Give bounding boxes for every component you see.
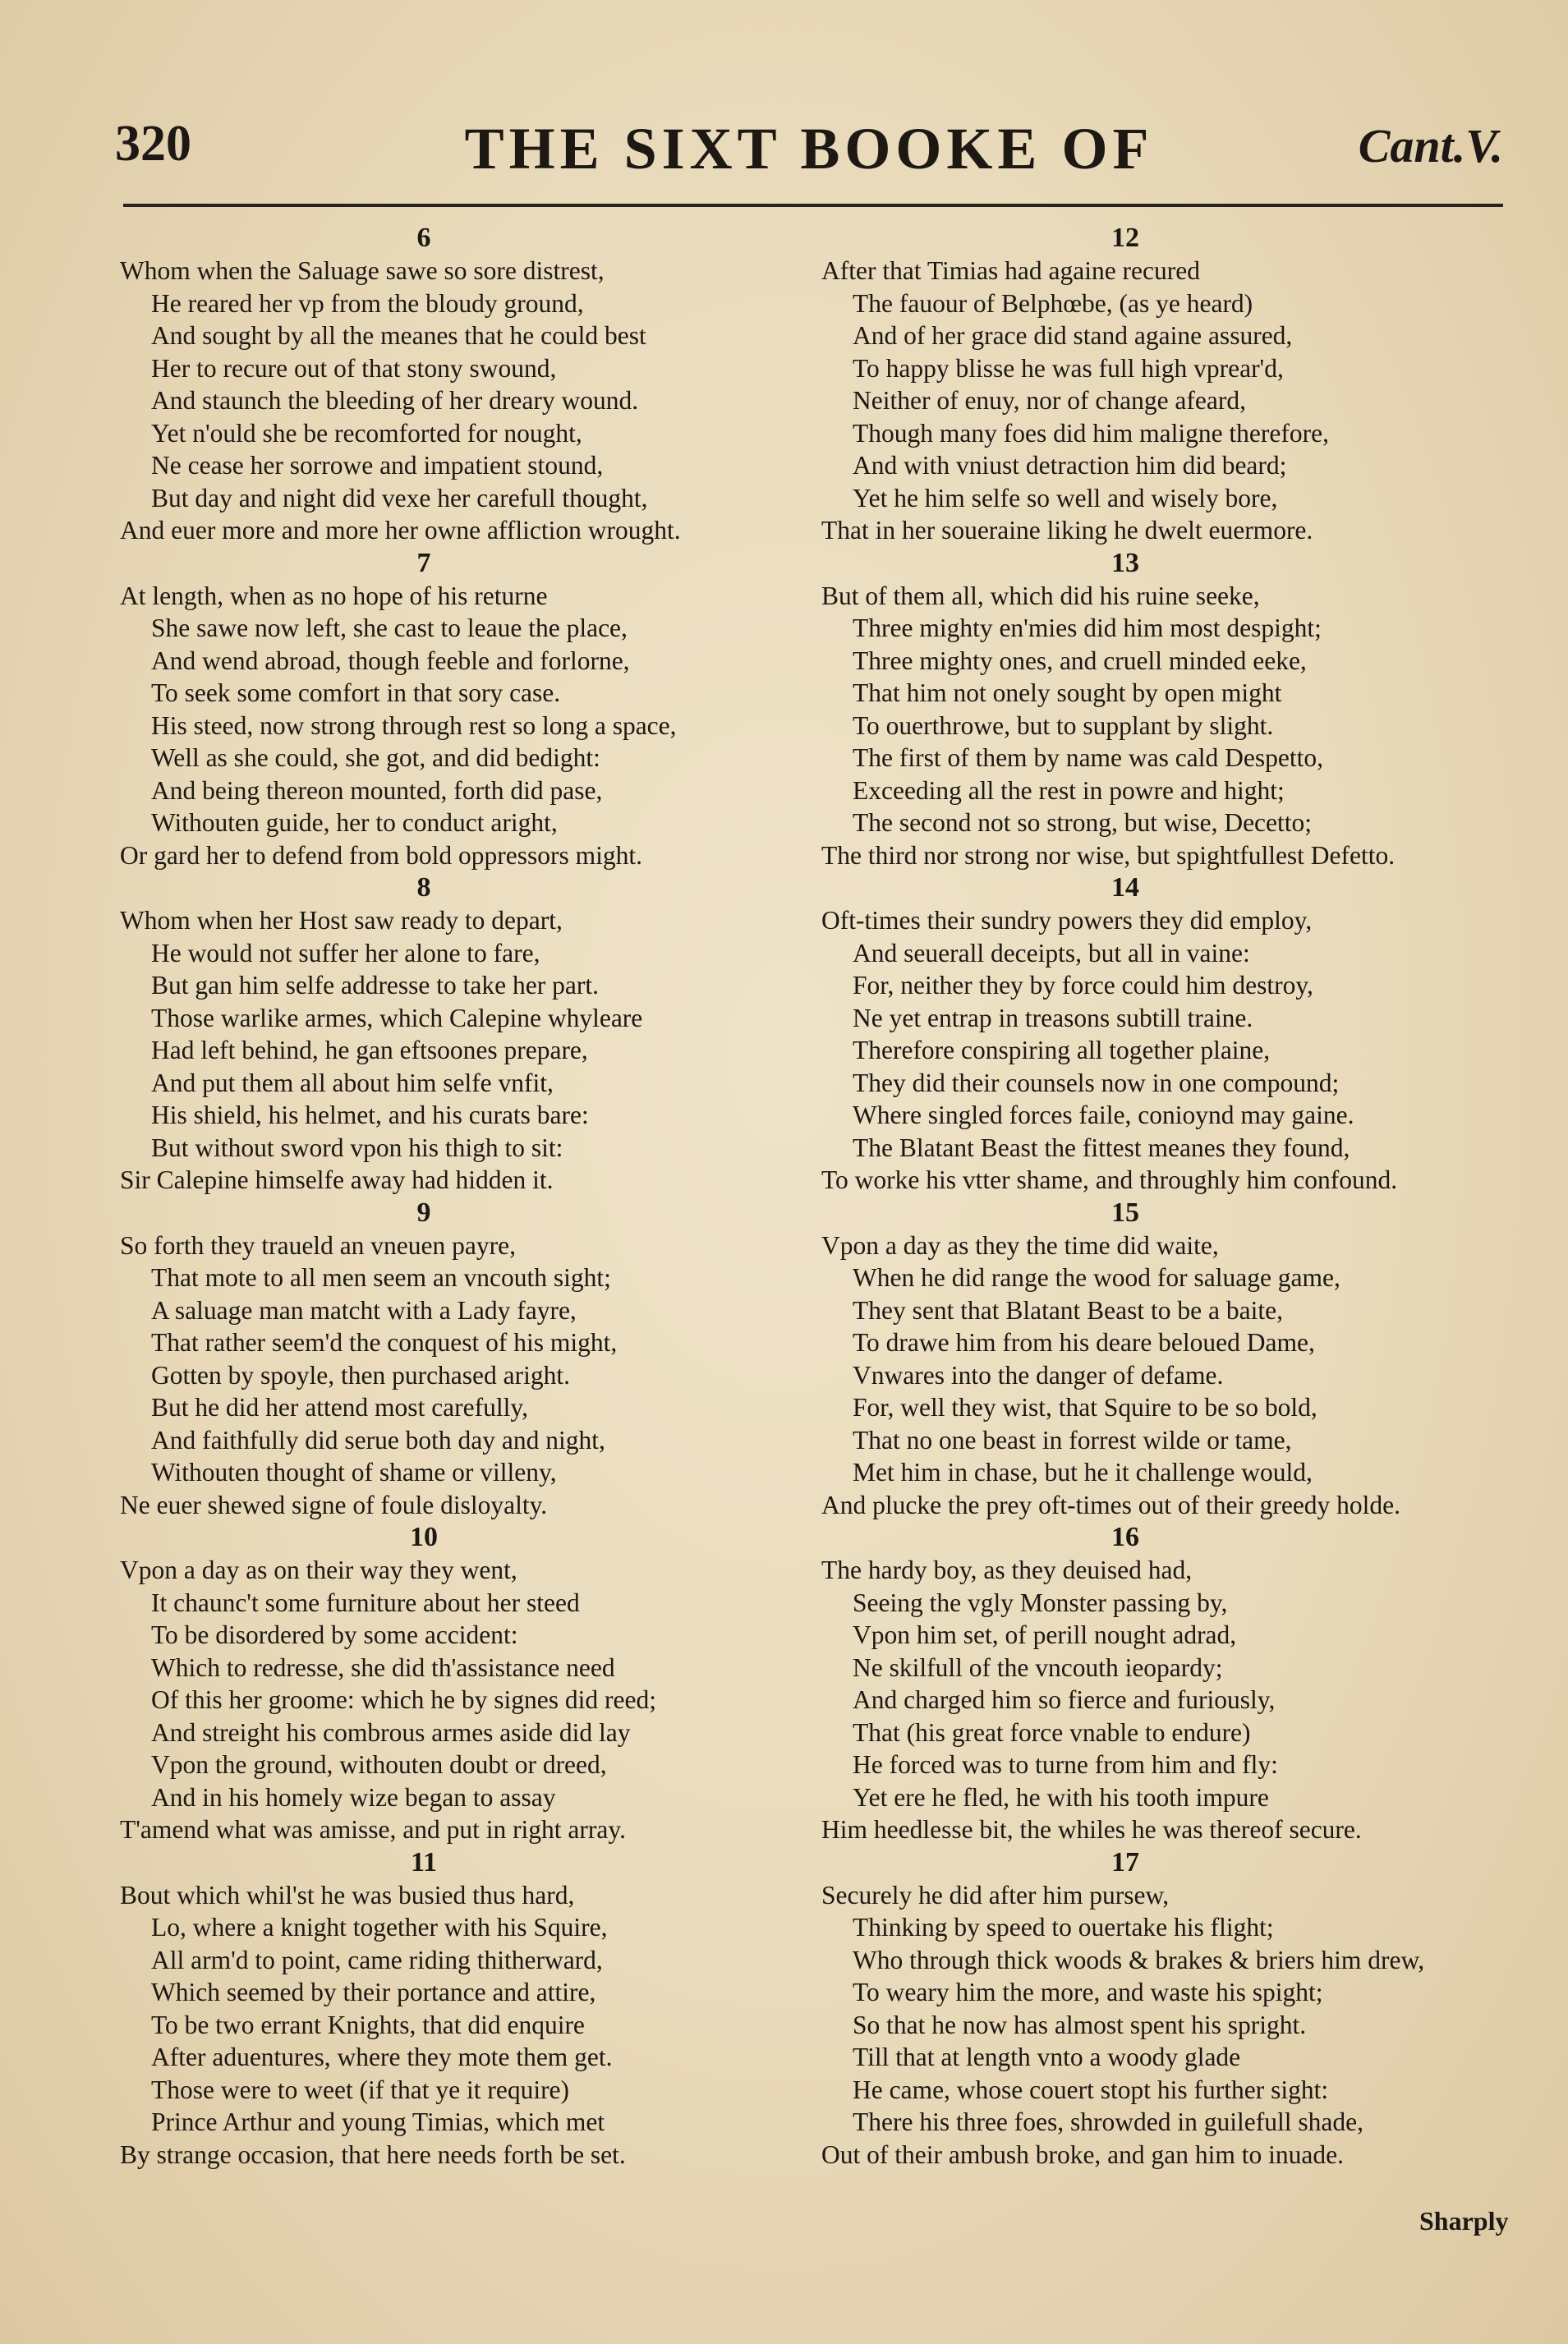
verse-line: Which seemed by their portance and attire,: [151, 1978, 596, 2006]
verse-line: Ne yet entrap in treasons subtill traine.: [853, 1003, 1253, 1032]
stanza: [120, 1521, 793, 1846]
verse-line: It chaunc't some furniture about her steed: [151, 1588, 580, 1617]
verse-line: That (his great force vnable to endure): [853, 1717, 1251, 1747]
verse-line: To ouerthrowe, but to supplant by slight.: [853, 710, 1274, 740]
verse-line: That him not onely sought by open might: [853, 678, 1282, 707]
stanza: [120, 222, 793, 547]
stanza-number: 12: [1111, 223, 1139, 253]
verse-line: For, neither they by force could him destroy,: [853, 971, 1313, 1000]
verse-line: Him heedlesse bit, the whiles he was thereof secure.: [821, 1815, 1362, 1844]
verse-line: And with vniust detraction him did beard;: [853, 451, 1287, 480]
stanza: [821, 1521, 1495, 1846]
verse-line: Had left behind, he gan eftsoones prepare,: [151, 1036, 588, 1064]
verse-line: And in his homely wize began to assay: [151, 1782, 556, 1812]
verse-line: Met him in chase, but he it challenge would,: [853, 1458, 1313, 1487]
verse-line: And staunch the bleeding of her dreary wound.: [151, 386, 639, 415]
verse-line: For, well they wist, that Squire to be so bold,: [853, 1393, 1317, 1422]
verse-line: But without sword vpon his thigh to sit:: [151, 1133, 563, 1162]
verse-line: Seeing the vgly Monster passing by,: [853, 1588, 1228, 1617]
running-title: THE SIXT BOOKE OF: [464, 116, 1154, 182]
verse-line: And charged him so fierce and furiously,: [853, 1685, 1276, 1714]
verse-line: The third nor strong nor wise, but spightfullest Defetto.: [821, 840, 1396, 870]
canto-label: Cant.V.: [1358, 119, 1503, 172]
verse-line: The hardy boy, as they deuised had,: [821, 1556, 1193, 1584]
page-number: 320: [115, 116, 191, 172]
verse-line: All arm'd to point, came riding thitherward,: [151, 1945, 603, 1974]
verse-line: Therefore conspiring all together plaine,: [853, 1036, 1271, 1064]
stanza-number: 16: [1111, 1522, 1139, 1552]
stanza-number: 8: [416, 872, 431, 903]
verse-line: Vpon a day as on their way they went,: [120, 1556, 517, 1584]
verse-line: But day and night did vexe her carefull thought,: [151, 483, 648, 512]
stanza: [120, 547, 793, 872]
verse-line: That in her soueraine liking he dwelt euermore.: [821, 516, 1313, 545]
verse-line: That no one beast in forrest wilde or tame,: [853, 1425, 1292, 1455]
verse-line: To seek some comfort in that sory case.: [151, 678, 561, 707]
verse-line: Lo, where a knight together with his Squire,: [151, 1913, 608, 1942]
verse-line: So forth they traueld an vneuen payre,: [120, 1230, 516, 1260]
stanza: [120, 871, 793, 1197]
verse-line: Vnwares into the danger of defame.: [853, 1360, 1224, 1390]
verse-line: There his three foes, shrowded in guilefull shade,: [853, 2107, 1363, 2136]
verse-line: She sawe now left, she cast to leaue the place,: [151, 614, 628, 642]
verse-line: Though many foes did him maligne therefore,: [853, 418, 1329, 448]
stanza-number: 14: [1111, 872, 1139, 903]
verse-line: Withouten thought of shame or villeny,: [151, 1458, 557, 1487]
catchword: Sharply: [1419, 2206, 1509, 2236]
stanza: [120, 1846, 793, 2172]
verse-line: But he did her attend most carefully,: [151, 1393, 528, 1422]
verse-line: Those warlike armes, which Calepine whyleare: [151, 1003, 643, 1032]
verse-line: After aduentures, where they mote them get.: [151, 2043, 613, 2071]
verse-line: Whom when the Saluage sawe so sore distrest,: [120, 256, 605, 285]
stanza: [821, 1846, 1495, 2172]
verse-line: Three mighty en'mies did him most despight;: [853, 614, 1322, 642]
stanza: [821, 871, 1495, 1197]
verse-line: Withouten guide, her to conduct aright,: [151, 808, 558, 837]
verse-line: Ne cease her sorrowe and impatient stound,: [151, 451, 604, 480]
header-rule: [123, 204, 1503, 207]
stanza-number: 6: [416, 223, 431, 253]
stanza-number: 7: [416, 547, 431, 578]
verse-line: And put them all about him selfe vnfit,: [151, 1068, 554, 1097]
verse-line: Of this her groome: which he by signes did reed;: [151, 1685, 656, 1714]
verse-line: Till that at length vnto a woody glade: [853, 2043, 1241, 2071]
verse-line: Vpon the ground, withouten doubt or dreed,: [151, 1750, 607, 1779]
verse-line: He would not suffer her alone to fare,: [151, 938, 540, 967]
verse-line: They did their counsels now in one compound;: [853, 1068, 1340, 1097]
verse-line: That mote to all men seem an vncouth sight;: [151, 1263, 611, 1292]
verse-line: Or gard her to defend from bold oppressors might.: [120, 840, 642, 870]
verse-line: To drawe him from his deare beloued Dame,: [853, 1328, 1315, 1357]
verse-line: And plucke the prey oft-times out of their greedy holde.: [821, 1490, 1401, 1519]
verse-line: Who through thick woods & brakes & briers him drew,: [853, 1945, 1425, 1974]
verse-line: Bout which whil'st he was busied thus hard,: [120, 1880, 575, 1910]
verse-line: That rather seem'd the conquest of his might,: [151, 1328, 618, 1357]
stanza-number: 10: [410, 1522, 438, 1552]
verse-line: The fauour of Belphœbe, (as ye heard): [853, 288, 1253, 318]
verse-line: Thinking by speed to ouertake his flight;: [853, 1913, 1274, 1942]
verse-line: Yet ere he fled, he with his tooth impure: [853, 1782, 1269, 1812]
verse-line: To happy blisse he was full high vprear'd,: [853, 353, 1284, 383]
verse-line: They sent that Blatant Beast to be a baite,: [853, 1295, 1283, 1325]
verse-line: Oft-times their sundry powers they did employ,: [821, 906, 1313, 935]
verse-line: Which to redresse, she did th'assistance need: [151, 1652, 615, 1682]
verse-line: To worke his vtter shame, and throughly him confound.: [821, 1165, 1398, 1194]
verse-line: And euer more and more her owne affliction wrought.: [120, 516, 681, 545]
verse-line: But gan him selfe addresse to take her part.: [151, 971, 599, 1000]
stanza-number: 9: [416, 1197, 431, 1228]
stanza: [821, 1197, 1495, 1522]
stanza-number: 17: [1111, 1846, 1139, 1877]
verse-line: And being thereon mounted, forth did pase,: [151, 775, 603, 805]
verse-line: His steed, now strong through rest so long a space,: [151, 710, 677, 740]
verse-line: Yet he him selfe so well and wisely bore,: [853, 483, 1278, 512]
running-header: [115, 115, 1503, 181]
verse-line: But of them all, which did his ruine seeke,: [821, 581, 1260, 610]
verse-line: At length, when as no hope of his returne: [120, 581, 548, 610]
verse-line: To be disordered by some accident:: [151, 1620, 518, 1649]
verse-line: Neither of enuy, nor of change afeard,: [853, 386, 1246, 415]
verse-line: To weary him the more, and waste his spight;: [853, 1978, 1323, 2006]
verse-line: The Blatant Beast the fittest meanes they found,: [853, 1133, 1350, 1162]
verse-line: When he did range the wood for saluage game,: [853, 1263, 1340, 1292]
verse-line: To be two errant Knights, that did enquire: [151, 2010, 585, 2039]
verse-line: A saluage man matcht with a Lady fayre,: [151, 1295, 577, 1325]
verse-line: Exceeding all the rest in powre and hight;: [853, 775, 1285, 805]
verse-line: By strange occasion, that here needs forth be set.: [120, 2139, 626, 2169]
verse-line: And of her grace did stand againe assured,: [853, 321, 1293, 350]
stanza: [120, 1197, 793, 1522]
verse-line: Vpon a day as they the time did waite,: [821, 1230, 1219, 1260]
verse-line: Ne skilfull of the vncouth ieopardy;: [853, 1652, 1223, 1682]
verse-line: The first of them by name was cald Despetto,: [853, 743, 1323, 772]
verse-line: Securely he did after him pursew,: [821, 1880, 1170, 1910]
stanza: [821, 222, 1495, 547]
verse-line: His shield, his helmet, and his curats bare:: [151, 1101, 589, 1129]
verse-line: And wend abroad, though feeble and forlorne,: [151, 646, 630, 675]
verse-line: Yet n'ould she be recomforted for nought,: [151, 418, 582, 448]
verse-line: Ne euer shewed signe of foule disloyalty.: [120, 1490, 548, 1519]
verse-line: Three mighty ones, and cruell minded eeke,: [853, 646, 1307, 675]
verse-line: The second not so strong, but wise, Decetto;: [853, 808, 1313, 837]
verse-line: T'amend what was amisse, and put in right array.: [120, 1815, 626, 1844]
verse-line: He forced was to turne from him and fly:: [853, 1750, 1278, 1779]
verse-line: And streight his combrous armes aside did lay: [151, 1717, 631, 1747]
right-column: [821, 222, 1495, 2171]
verse-line: Where singled forces faile, conioynd may gaine.: [853, 1101, 1354, 1129]
verse-line: Whom when her Host saw ready to depart,: [120, 906, 563, 935]
verse-line: And sought by all the meanes that he could best: [151, 321, 646, 350]
stanza-number: 15: [1111, 1197, 1139, 1228]
verse-line: He reared her vp from the bloudy ground,: [151, 288, 584, 318]
verse-line: Vpon him set, of perill nought adrad,: [853, 1620, 1237, 1649]
verse-line: Well as she could, she got, and did bedight:: [151, 743, 600, 772]
verse-line: After that Timias had againe recured: [821, 256, 1200, 285]
verse-line: And seuerall deceipts, but all in vaine:: [853, 938, 1250, 967]
left-column: [120, 222, 793, 2171]
stanza-number: 11: [410, 1846, 438, 1877]
verse-line: So that he now has almost spent his spright.: [853, 2010, 1307, 2039]
verse-line: And faithfully did serue both day and night,: [151, 1425, 605, 1455]
verse-line: Those were to weet (if that ye it require): [151, 2075, 570, 2104]
verse-line: He came, whose couert stopt his further sight:: [853, 2075, 1329, 2104]
verse-line: Out of their ambush broke, and gan him to inuade.: [821, 2139, 1344, 2169]
verse-line: Sir Calepine himselfe away had hidden it.: [120, 1165, 554, 1194]
stanza-number: 13: [1111, 547, 1139, 578]
verse-line: Prince Arthur and young Timias, which met: [151, 2107, 605, 2136]
verse-line: Gotten by spoyle, then purchased aright.: [151, 1360, 570, 1390]
stanza: [821, 547, 1495, 872]
verse-line: Her to recure out of that stony swound,: [151, 353, 557, 383]
